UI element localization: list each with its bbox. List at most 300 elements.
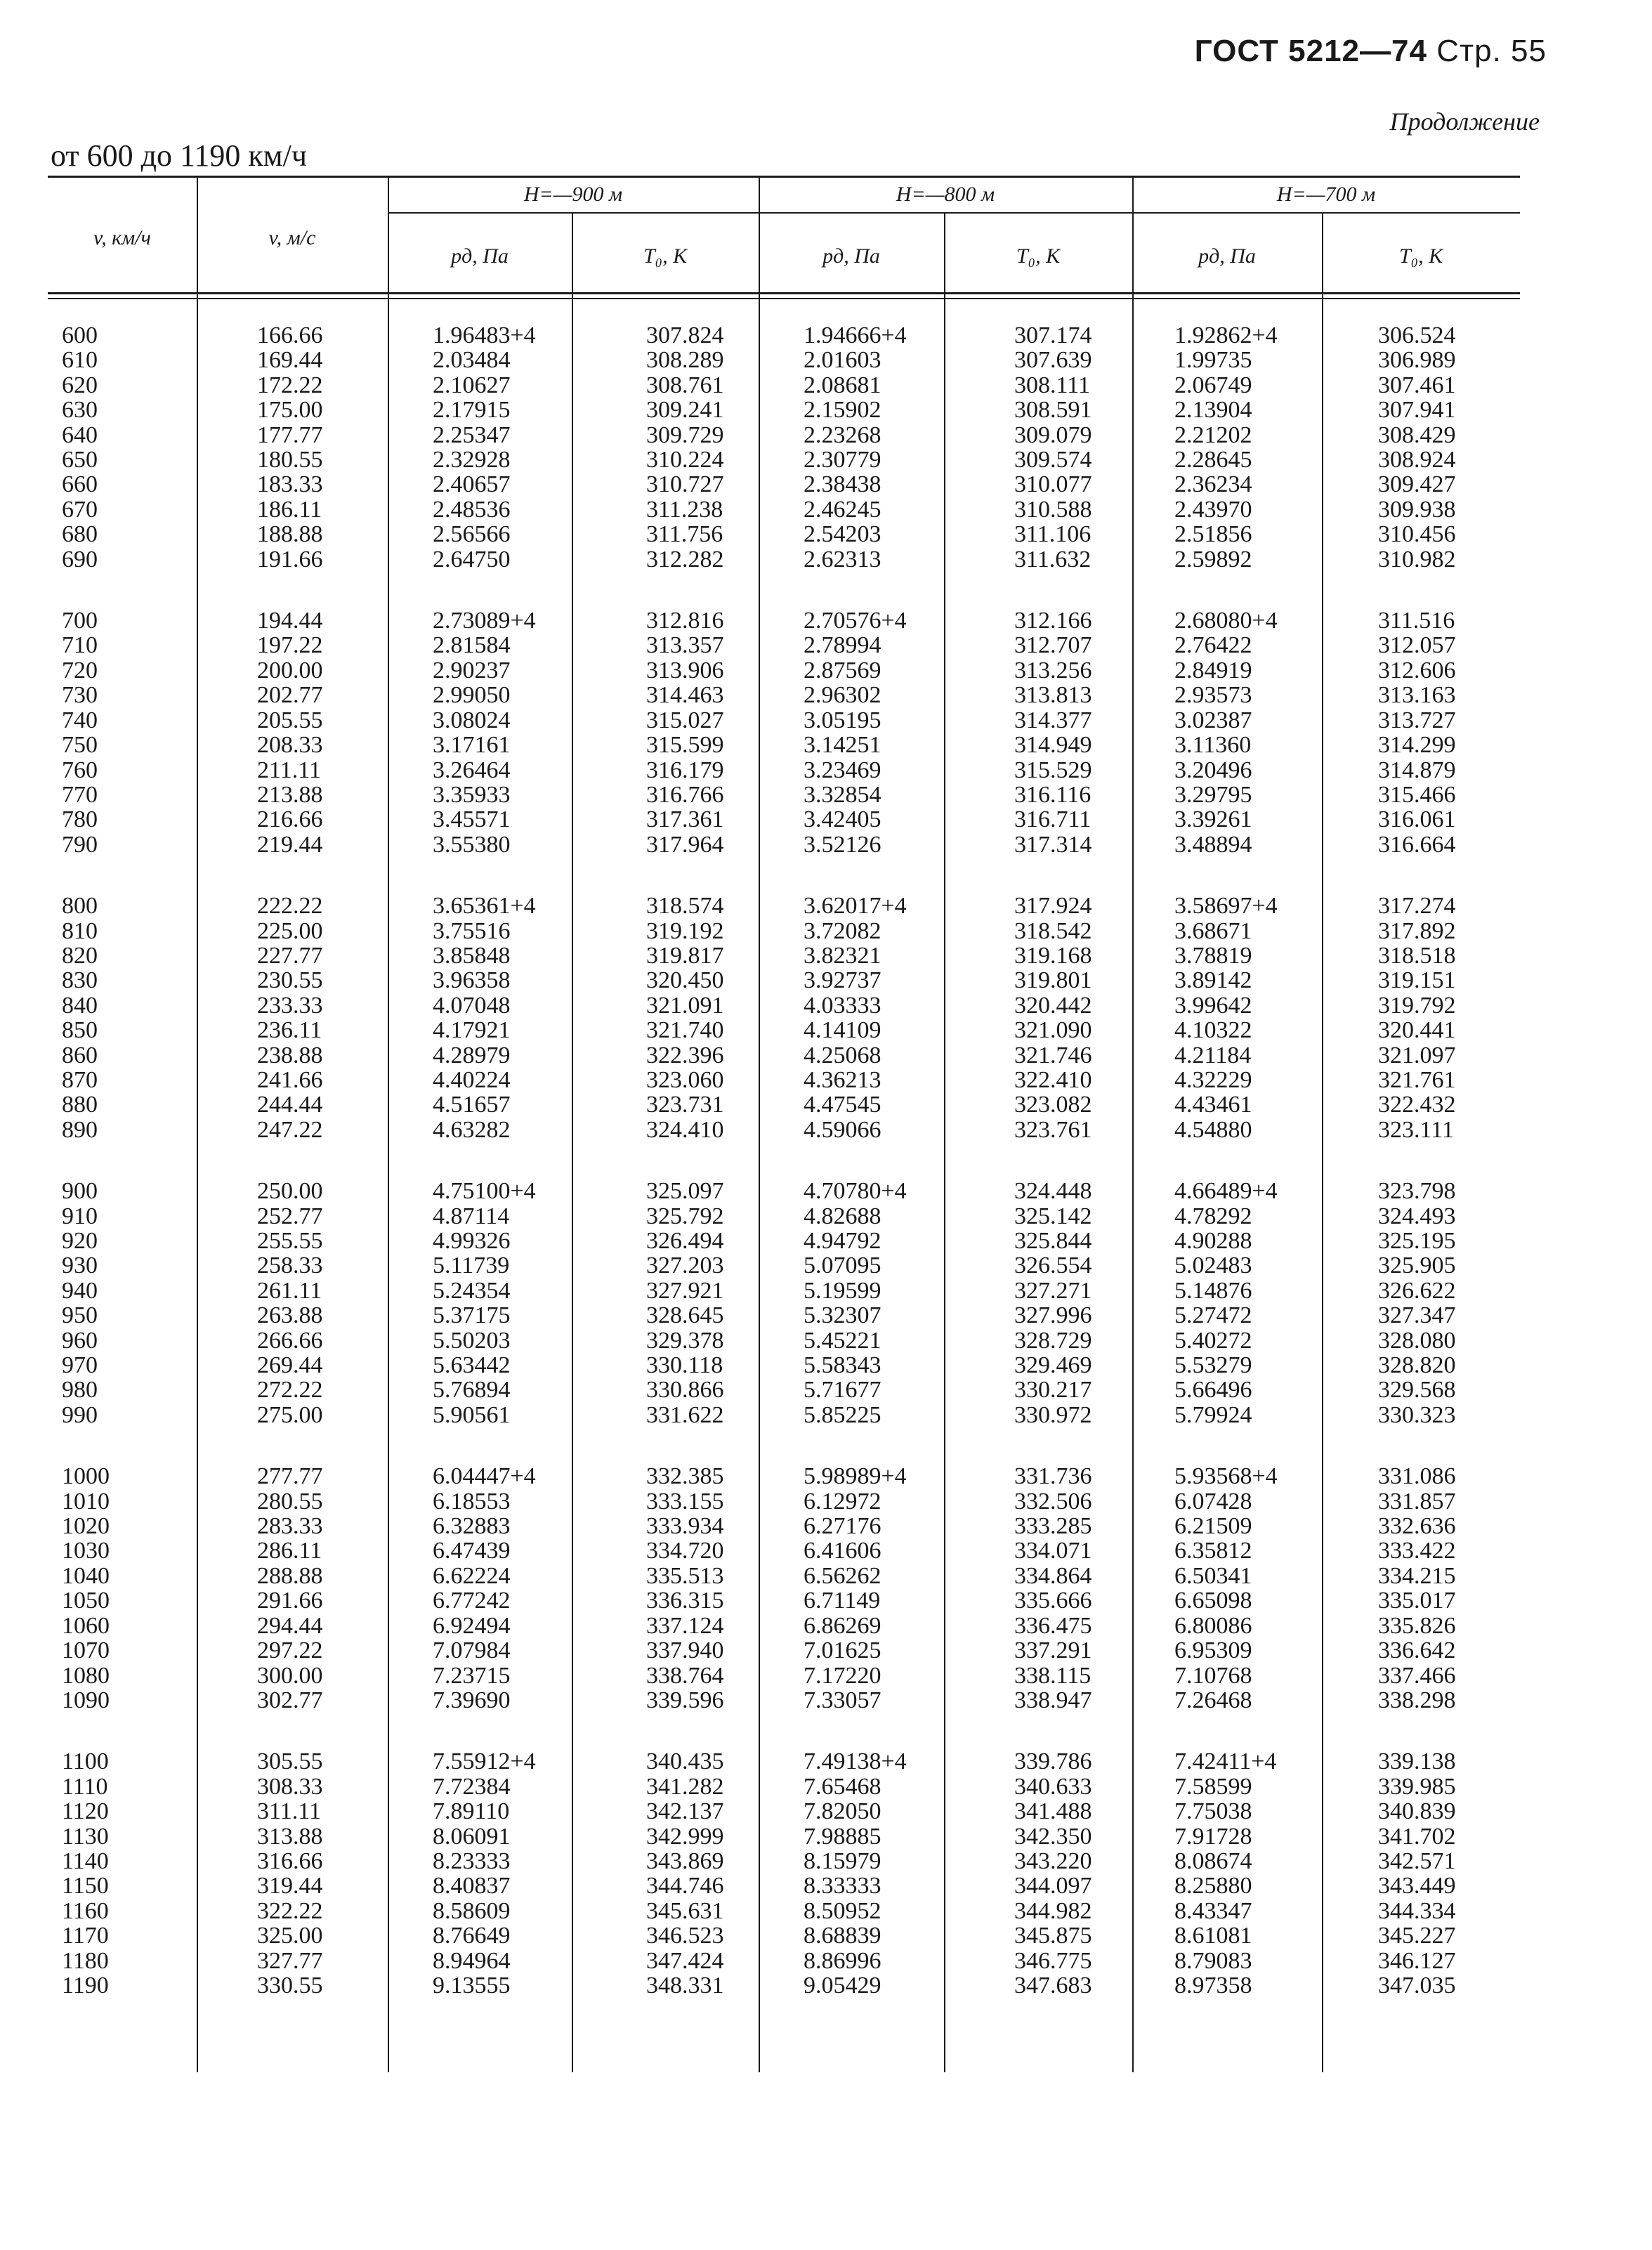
table-cell: 680 [62,521,98,548]
table-cell: 8.06091 [433,1823,511,1850]
table-cell: 333.155 [646,1488,724,1515]
table-cell: 3.96358 [433,967,511,994]
table-cell: 335.017 [1378,1588,1456,1614]
table-cell: 5.50203 [433,1327,511,1354]
table-cell: 313.813 [1014,682,1092,709]
table-cell: 338.298 [1378,1687,1456,1713]
table-cell: 315.027 [646,707,724,733]
table-cell: 236.11 [257,1017,322,1044]
table-cell: 327.77 [257,1947,323,1974]
table-cell: 9.13555 [433,1972,511,1999]
table-cell: 2.10627 [433,372,511,398]
table-cell: 316.061 [1378,806,1456,833]
table-cell: 6.12972 [804,1488,881,1515]
table-cell: 169.44 [257,347,323,374]
table-cell: 337.291 [1014,1637,1092,1664]
table-cell: 900 [62,1178,98,1205]
table-cell: 3.20496 [1174,757,1252,783]
table-cell: 333.285 [1014,1513,1092,1540]
table-cell: 309.079 [1014,421,1092,448]
table-cell: 630 [62,397,98,424]
table-cell: 325.195 [1378,1228,1456,1254]
table-cell: 247.22 [257,1116,323,1143]
table-cell: 2.40657 [433,471,511,498]
table-cell: 3.65361+4 [433,893,536,920]
table-cell: 300.00 [257,1662,323,1689]
table-row [48,683,1520,707]
table-cell: 339.786 [1014,1748,1092,1775]
table-cell: 317.924 [1014,893,1092,920]
table-cell: 344.982 [1014,1897,1092,1924]
table-cell: 325.844 [1014,1228,1092,1254]
table-cell: 920 [62,1228,98,1254]
table-cell: 258.33 [257,1252,323,1279]
table-row [48,398,1520,422]
table-cell: 325.00 [257,1923,323,1949]
table-cell: 313.727 [1378,707,1456,733]
table-cell: 7.01625 [804,1637,881,1664]
table-cell: 315.529 [1014,757,1092,783]
table-row [48,373,1520,398]
table-cell: 326.622 [1378,1277,1456,1304]
table-cell: 310.588 [1014,496,1092,523]
table-cell: 2.36234 [1174,471,1252,498]
table-cell: 339.138 [1378,1748,1456,1775]
table-cell: 2.46245 [804,496,881,523]
table-row [48,1018,1520,1042]
table-cell: 308.33 [257,1773,323,1800]
table-cell: 3.68671 [1174,917,1252,944]
table-cell: 860 [62,1042,98,1068]
table-cell: 327.203 [646,1252,724,1279]
table-cell: 7.17220 [804,1662,881,1689]
table-cell: 317.892 [1378,917,1456,944]
table-cell: 3.23469 [804,757,881,783]
table-cell: 790 [62,831,98,858]
table-cell: 4.28979 [433,1042,511,1068]
table-cell: 333.422 [1378,1538,1456,1564]
table-cell: 4.94792 [804,1228,881,1254]
table-cell: 347.683 [1014,1972,1092,1999]
table-cell: 6.65098 [1174,1588,1252,1614]
table-cell: 5.63442 [433,1352,511,1379]
table-cell: 312.166 [1014,608,1092,634]
table-cell: 710 [62,632,98,659]
table-cell: 2.70576+4 [804,608,907,634]
table-cell: 307.941 [1378,397,1456,424]
table-cell: 312.707 [1014,632,1092,659]
table-cell: 345.875 [1014,1923,1092,1949]
table-cell: 313.906 [646,657,724,683]
table-cell: 960 [62,1327,98,1354]
table-cell: 1130 [62,1823,109,1850]
table-row [48,1899,1520,1923]
table-cell: 342.350 [1014,1823,1092,1850]
table-cell: 1080 [62,1662,110,1689]
table-cell: 275.00 [257,1401,323,1428]
table-cell: 4.59066 [804,1116,881,1143]
speed-range-title: от 600 до 1190 км/ч [51,138,307,173]
table-cell: 280.55 [257,1488,323,1515]
table-cell: 313.256 [1014,657,1092,683]
table-cell: 340.435 [646,1748,724,1775]
table-cell: 2.93573 [1174,682,1252,709]
table-cell: 277.77 [257,1463,323,1490]
table-cell: 250.00 [257,1178,323,1205]
table-cell: 7.39690 [433,1687,511,1713]
table-cell: 1050 [62,1588,110,1614]
table-cell: 320.442 [1014,992,1092,1019]
table-cell: 323.761 [1014,1116,1092,1143]
table-cell: 342.571 [1378,1847,1456,1874]
table-cell: 9.05429 [804,1972,881,1999]
table-cell: 2.43970 [1174,496,1252,523]
table-cell: 3.85848 [433,942,511,969]
table-cell: 6.27176 [804,1513,881,1540]
table-cell: 324.493 [1378,1203,1456,1229]
table-cell: 334.720 [646,1538,724,1564]
table-cell: 820 [62,942,98,969]
table-cell: 7.65468 [804,1773,881,1800]
table-cell: 2.99050 [433,682,511,709]
table-cell: 1100 [62,1748,109,1775]
table-cell: 334.071 [1014,1538,1092,1564]
table-cell: 4.70780+4 [804,1178,907,1205]
sub-header-p-h700: pд, Па [1198,244,1256,268]
table-cell: 4.66489+4 [1174,1178,1278,1205]
table-cell: 166.66 [257,322,323,348]
table-cell: 255.55 [257,1228,323,1254]
table-cell: 770 [62,781,98,808]
table-cell: 5.32307 [804,1302,881,1329]
table-cell: 322.432 [1378,1092,1456,1118]
table-cell: 7.23715 [433,1662,511,1689]
table-cell: 2.13904 [1174,397,1252,424]
table-cell: 310.727 [646,471,724,498]
table-cell: 315.466 [1378,781,1456,808]
table-cell: 3.17161 [433,732,511,759]
table-cell: 315.599 [646,732,724,759]
table-cell: 202.77 [257,682,323,709]
table-cell: 314.377 [1014,707,1092,733]
table-row [48,1464,1520,1489]
table-cell: 337.466 [1378,1662,1456,1689]
table-cell: 7.75038 [1174,1798,1252,1825]
table-cell: 1060 [62,1612,110,1639]
table-cell: 194.44 [257,608,323,634]
table-cell: 319.817 [646,942,724,969]
table-cell: 3.08024 [433,707,511,733]
table-cell: 314.463 [646,682,724,709]
table-row [48,1092,1520,1117]
table-cell: 337.940 [646,1637,724,1664]
table-row [48,323,1520,348]
table-cell: 252.77 [257,1203,323,1229]
table-cell: 308.761 [646,372,724,398]
table-cell: 308.591 [1014,397,1092,424]
table-cell: 188.88 [257,521,323,548]
table-cell: 6.86269 [804,1612,881,1639]
table-cell: 1040 [62,1562,110,1589]
table-cell: 4.87114 [433,1203,510,1229]
table-cell: 309.427 [1378,471,1456,498]
table-cell: 323.060 [646,1066,724,1093]
table-cell: 1160 [62,1897,109,1924]
table-cell: 5.11739 [433,1252,510,1279]
table-cell: 336.642 [1378,1637,1456,1664]
table-row [48,608,1520,633]
table-cell: 313.163 [1378,682,1456,709]
table-cell: 2.21202 [1174,421,1252,448]
standard-number: ГОСТ 5212—74 [1194,34,1427,68]
table-cell: 4.99326 [433,1228,511,1254]
table-cell: 930 [62,1252,98,1279]
table-cell: 330.972 [1014,1401,1092,1428]
table-cell: 272.22 [257,1377,323,1404]
table-row [48,1873,1520,1898]
table-cell: 6.35812 [1174,1538,1252,1564]
table-row [48,1328,1520,1353]
table-cell: 331.736 [1014,1463,1092,1490]
table-cell: 317.274 [1378,893,1456,920]
table-cell: 1120 [62,1798,109,1825]
table-cell: 6.71149 [804,1588,881,1614]
table-cell: 7.07984 [433,1637,511,1664]
table-cell: 5.79924 [1174,1401,1252,1428]
table-cell: 850 [62,1017,98,1044]
table-cell: 8.79083 [1174,1947,1252,1974]
table-cell: 321.746 [1014,1042,1092,1068]
table-cell: 7.42411+4 [1174,1748,1277,1775]
table-cell: 335.513 [646,1562,724,1589]
table-cell: 312.606 [1378,657,1456,683]
table-cell: 7.91728 [1174,1823,1252,1850]
table-cell: 325.142 [1014,1203,1092,1229]
table-cell: 4.03333 [804,992,881,1019]
table-cell: 325.792 [646,1203,724,1229]
table-cell: 870 [62,1066,98,1093]
table-cell: 321.740 [646,1017,724,1044]
table-cell: 7.26468 [1174,1687,1252,1713]
table-cell: 2.64750 [433,546,511,573]
table-cell: 286.11 [257,1538,322,1564]
table-cell: 323.111 [1378,1116,1454,1143]
table-row [48,1303,1520,1328]
table-cell: 5.85225 [804,1401,881,1428]
table-cell: 310.224 [646,447,724,473]
table-cell: 8.33333 [804,1873,881,1899]
table-cell: 4.82688 [804,1203,881,1229]
table-row [48,1663,1520,1688]
table-row [48,1774,1520,1799]
table-cell: 2.87569 [804,657,881,683]
table-cell: 4.75100+4 [433,1178,536,1205]
table-row [48,1118,1520,1142]
table-cell: 316.664 [1378,831,1456,858]
table-cell: 8.58609 [433,1897,511,1924]
table-cell: 316.766 [646,781,724,808]
table-cell: 340.839 [1378,1798,1456,1825]
row-group-gap [48,1142,1520,1179]
table-row [48,708,1520,733]
table-cell: 311.516 [1378,608,1455,634]
table-cell: 310.982 [1378,546,1456,573]
table-cell: 313.357 [646,632,724,659]
group-header-h900: H=—900 м [523,183,623,206]
table-cell: 6.47439 [433,1538,511,1564]
table-cell: 335.826 [1378,1612,1456,1639]
table-cell: 329.378 [646,1327,724,1354]
table-cell: 5.58343 [804,1352,881,1379]
table-cell: 305.55 [257,1748,323,1775]
table-cell: 308.289 [646,347,724,374]
table-cell: 7.49138+4 [804,1748,907,1775]
table-cell: 197.22 [257,632,323,659]
table-cell: 8.86996 [804,1947,881,1974]
table-cell: 5.76894 [433,1377,511,1404]
table-cell: 348.331 [646,1972,724,1999]
table-cell: 4.90288 [1174,1228,1252,1254]
table-cell: 319.151 [1378,967,1456,994]
table-row [48,943,1520,968]
table-cell: 2.96302 [804,682,881,709]
table-cell: 6.07428 [1174,1488,1252,1515]
table-cell: 2.23268 [804,421,881,448]
table-cell: 830 [62,967,98,994]
sub-header-t-h800: T₀, К [1016,244,1061,268]
table-cell: 317.314 [1014,831,1092,858]
table-cell: 7.98885 [804,1823,881,1850]
table-cell: 261.11 [257,1277,322,1304]
table-cell: 183.33 [257,471,323,498]
table-cell: 610 [62,347,98,374]
sub-header-p-h800: pд, Па [822,244,880,268]
table-cell: 3.35933 [433,781,511,808]
table-cell: 5.93568+4 [1174,1463,1278,1490]
row-group-gap [48,1713,1520,1749]
table-cell: 3.32854 [804,781,881,808]
table-cell: 4.54880 [1174,1116,1252,1143]
table-cell: 269.44 [257,1352,323,1379]
table-cell: 730 [62,682,98,709]
table-cell: 6.56262 [804,1562,881,1589]
table-cell: 2.48536 [433,496,511,523]
table-row [48,832,1520,857]
table-cell: 327.347 [1378,1302,1456,1329]
table-cell: 317.361 [646,806,724,833]
table-cell: 343.220 [1014,1847,1092,1874]
table-cell: 3.42405 [804,806,881,833]
table-cell: 760 [62,757,98,783]
table-cell: 8.61081 [1174,1923,1252,1949]
table-cell: 200.00 [257,657,323,683]
table-cell: 3.14251 [804,732,881,759]
table-cell: 5.53279 [1174,1352,1252,1379]
table-cell: 302.77 [257,1687,323,1713]
table-cell: 318.574 [646,893,724,920]
table-cell: 308.429 [1378,421,1456,448]
table-cell: 319.192 [646,917,724,944]
table-cell: 328.729 [1014,1327,1092,1354]
table-cell: 309.241 [646,397,724,424]
table-cell: 238.88 [257,1042,323,1068]
table-cell: 345.227 [1378,1923,1456,1949]
table-row [48,1253,1520,1278]
table-cell: 3.45571 [433,806,511,833]
table-cell: 332.636 [1378,1513,1456,1540]
table-cell: 310.077 [1014,471,1092,498]
table-cell: 319.44 [257,1873,323,1899]
table-cell: 307.824 [646,322,724,348]
table-row [48,1849,1520,1873]
table-cell: 4.07048 [433,992,511,1019]
group-header-h800: H=—800 м [896,183,995,206]
table-cell: 6.77242 [433,1588,511,1614]
table-cell: 4.36213 [804,1066,881,1093]
table-cell: 316.116 [1014,781,1092,808]
table-cell: 3.75516 [433,917,511,944]
table-cell: 4.63282 [433,1116,511,1143]
table-cell: 4.78292 [1174,1203,1252,1229]
table-cell: 307.639 [1014,347,1092,374]
table-cell: 2.30779 [804,447,881,473]
table-cell: 990 [62,1401,98,1428]
table-cell: 4.51657 [433,1092,511,1118]
table-cell: 3.99642 [1174,992,1252,1019]
table-cell: 306.989 [1378,347,1456,374]
table-row [48,1278,1520,1303]
table-cell: 288.88 [257,1562,323,1589]
table-cell: 2.08681 [804,372,881,398]
table-cell: 314.949 [1014,732,1092,759]
table-row [48,1688,1520,1713]
page-number: Стр. 55 [1436,34,1547,68]
table-row [48,1229,1520,1253]
table-cell: 3.62017+4 [804,893,907,920]
table-cell: 327.271 [1014,1277,1092,1304]
table-cell: 1020 [62,1513,110,1540]
table-cell: 333.934 [646,1513,724,1540]
table-cell: 650 [62,447,98,473]
table-row [48,658,1520,683]
table-row [48,894,1520,918]
table-row [48,919,1520,943]
table-cell: 5.90561 [433,1401,511,1428]
table-cell: 2.25347 [433,421,511,448]
table-cell: 6.21509 [1174,1513,1252,1540]
table-cell: 3.89142 [1174,967,1252,994]
table-cell: 8.40837 [433,1873,511,1899]
table-cell: 3.58697+4 [1174,893,1278,920]
atmosphere-data-table [48,323,1520,1998]
table-cell: 7.58599 [1174,1773,1252,1800]
table-cell: 7.55912+4 [433,1748,536,1775]
table-cell: 1000 [62,1463,110,1490]
table-cell: 341.702 [1378,1823,1456,1850]
table-row [48,733,1520,757]
table-cell: 230.55 [257,967,323,994]
continuation-label: Продолжение [1389,107,1540,136]
table-cell: 347.424 [646,1947,724,1974]
table-row [48,547,1520,572]
table-cell: 177.77 [257,421,323,448]
table-cell: 690 [62,546,98,573]
table-cell: 6.50341 [1174,1562,1252,1589]
table-cell: 3.48894 [1174,831,1252,858]
table-cell: 3.39261 [1174,806,1252,833]
table-cell: 740 [62,707,98,733]
table-cell: 5.45221 [804,1327,881,1354]
